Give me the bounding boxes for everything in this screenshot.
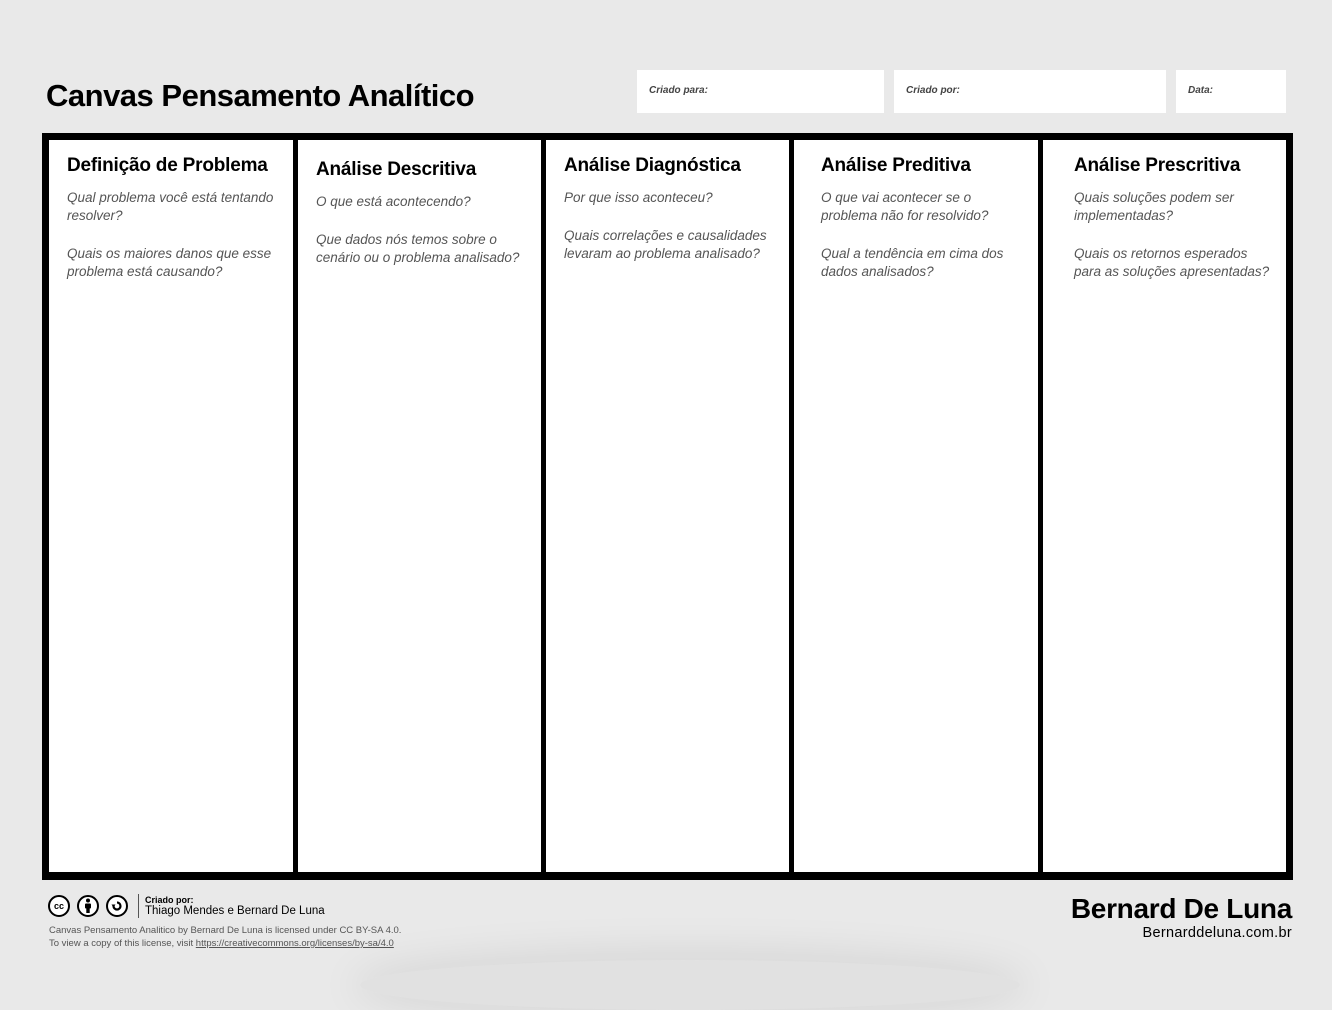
column-problem-definition[interactable]: [49, 140, 293, 872]
sa-icon: [106, 895, 128, 917]
by-icon: [77, 895, 99, 917]
brand-name: Bernard De Luna: [1070, 893, 1292, 924]
brand-block: [1071, 893, 1292, 941]
column-question: Qual problema você está tentando resolver?: [67, 190, 274, 223]
license-link[interactable]: https://creativecommons.org/licenses/by-sa/4.0: [195, 938, 394, 949]
date-label: Data:: [1188, 85, 1214, 96]
credit-names: Thiago Mendes e Bernard De Luna: [145, 905, 325, 917]
column-question: O que está acontecendo?: [316, 194, 471, 209]
column-question: Quais os maiores danos que esse problema está causando?: [67, 246, 272, 279]
column-descriptive[interactable]: [298, 140, 541, 872]
created-for-field[interactable]: [637, 70, 884, 113]
column-title: Definição de Problema: [67, 155, 268, 176]
column-question: Que dados nós temos sobre o cenário ou o problema analisado?: [316, 232, 520, 265]
column-title: Análise Descritiva: [316, 159, 477, 180]
license-visit-text: To view a copy of this license, visit: [49, 938, 196, 949]
canvas-frame: [42, 133, 1293, 880]
page-title: Canvas Pensamento Analítico: [46, 78, 475, 113]
license-block: [48, 894, 401, 950]
created-for-label: Criado para:: [649, 85, 708, 96]
column-predictive[interactable]: [794, 140, 1038, 872]
column-question: Quais correlações e causalidades levaram ao problema analisado?: [564, 228, 767, 261]
column-question: O que vai acontecer se o problema não for resolvido?: [821, 190, 989, 223]
column-question: Por que isso aconteceu?: [564, 190, 713, 205]
cc-icon: cc: [48, 895, 70, 917]
column-question: Qual a tendência em cima dos dados analisados?: [821, 246, 1004, 279]
column-diagnostic[interactable]: [546, 140, 789, 872]
brand-url[interactable]: Bernarddeluna.com.br: [1142, 925, 1292, 941]
divider: [138, 894, 139, 918]
page-shadow: [360, 960, 1020, 1010]
column-title: Análise Prescritiva: [1074, 155, 1241, 176]
credit-label: Criado por:: [145, 895, 194, 905]
column-prescriptive[interactable]: [1043, 140, 1286, 872]
created-by-label: Criado por:: [906, 85, 960, 96]
column-title: Análise Preditiva: [821, 155, 971, 176]
license-text: Canvas Pensamento Analitico by Bernard De Luna is licensed under CC BY-SA 4.0.: [49, 925, 402, 936]
column-question: Quais os retornos esperados para as soluções apresentadas?: [1074, 246, 1270, 279]
date-field[interactable]: [1176, 70, 1286, 113]
created-by-field[interactable]: [894, 70, 1166, 113]
column-title: Análise Diagnóstica: [564, 155, 741, 176]
column-question: Quais soluções podem ser implementadas?: [1074, 190, 1234, 223]
